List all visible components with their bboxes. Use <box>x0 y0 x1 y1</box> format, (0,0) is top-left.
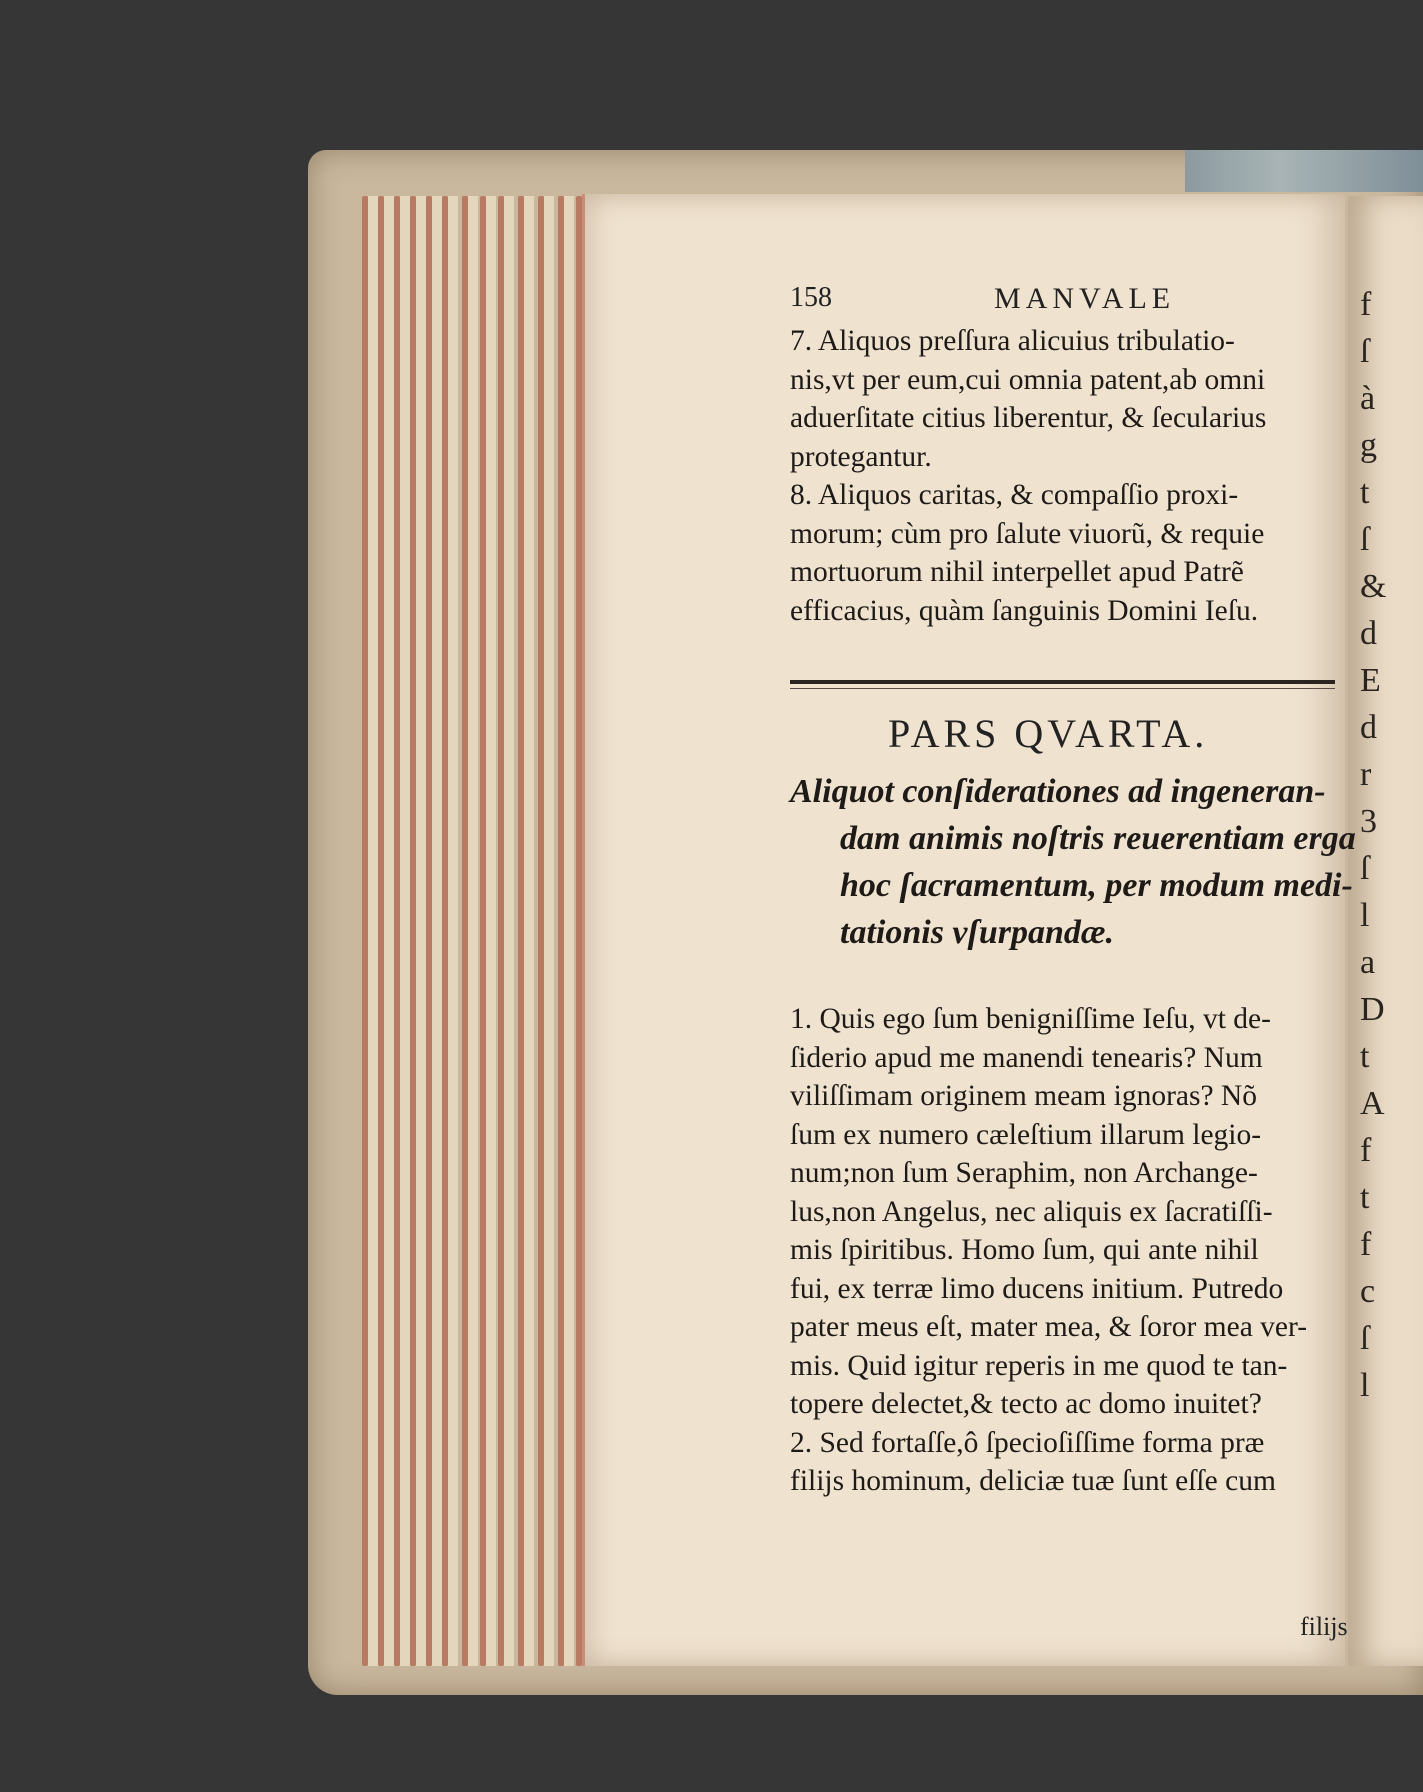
catchword: filijs <box>1300 1612 1348 1641</box>
text-line: mis ſpiritibus. Homo ſum, qui ante nihil <box>790 1234 1259 1266</box>
facing-page-letter: l <box>1360 1367 1370 1404</box>
text-line: lus,non Angelus, nec aliquis ex ſacratiſſi- <box>790 1195 1273 1228</box>
subheading-line: tationis vſurpandæ. <box>840 914 1114 951</box>
facing-page <box>1348 196 1423 1666</box>
section-rule <box>790 680 1335 684</box>
text-line: pater meus eſt, mater mea, & ſoror mea ver- <box>790 1311 1308 1343</box>
text-line: 7. Aliquos preſſura alicuius tribulatio- <box>790 325 1235 357</box>
facing-page-letter: d <box>1360 709 1377 746</box>
facing-page-letter: ſ <box>1360 1320 1370 1357</box>
text-line: ſiderio apud me manendi tenearis? Num <box>790 1041 1263 1074</box>
text-line: topere delectet,& tecto ac domo inuitet? <box>790 1388 1262 1420</box>
facing-page-letter: f <box>1360 286 1372 323</box>
facing-page-letter: r <box>1360 756 1372 793</box>
page-number: 158 <box>790 282 832 313</box>
text-line: ſum ex numero cæleſtium illarum legio- <box>790 1118 1262 1151</box>
facing-page-letter: g <box>1360 427 1377 464</box>
text-line: mis. Quid igitur reperis in me quod te tan- <box>790 1349 1288 1382</box>
text-line: 2. Sed fortaſſe,ô ſpecioſiſſime forma præ <box>790 1426 1265 1459</box>
text-line: viliſſimam originem meam ignoras? Nõ <box>790 1080 1257 1112</box>
text-line: nis,vt per eum,cui omnia patent,ab omni <box>790 363 1266 396</box>
facing-page-letter: ſ <box>1360 333 1370 370</box>
facing-page-letter: à <box>1360 380 1376 417</box>
page-edges <box>362 196 594 1666</box>
text-line: filijs hominum, deliciæ tuæ ſunt eſſe cum <box>790 1465 1276 1497</box>
facing-page-letter: l <box>1360 897 1370 934</box>
facing-page-letter: D <box>1360 991 1385 1028</box>
facing-page-letter: ſ <box>1360 521 1370 558</box>
text-line: efficacius, quàm ſanguinis Domini Ieſu. <box>790 594 1259 627</box>
text-line: fui, ex terræ limo ducens initium. Putredo <box>790 1272 1284 1305</box>
subheading-line: hoc ſacramentum, per modum medi- <box>840 867 1353 904</box>
running-head <box>790 282 1310 322</box>
text-line: 8. Aliquos caritas, & compaſſio proxi- <box>790 479 1239 511</box>
facing-page-letter: a <box>1360 944 1376 981</box>
section-rule-thin <box>790 688 1335 689</box>
text-line: 1. Quis ego ſum benigniſſime Ieſu, vt de- <box>790 1003 1271 1035</box>
facing-page-letter: t <box>1360 1038 1370 1075</box>
text-line: num;non ſum Seraphim, non Archange- <box>790 1157 1258 1189</box>
subheading-line: Aliquot conſiderationes ad ingeneran- <box>790 773 1326 810</box>
facing-page-letter: t <box>1360 474 1370 511</box>
running-title: MANVALE <box>994 282 1176 315</box>
section-subheading <box>790 768 1356 956</box>
facing-page-letter: A <box>1360 1085 1385 1122</box>
body-text-top <box>790 322 1350 630</box>
section-heading: PARS QVARTA. <box>888 711 1209 756</box>
text-line: morum; cùm pro ſalute viuorũ, & requie <box>790 517 1265 550</box>
facing-page-letter: f <box>1360 1132 1372 1169</box>
facing-page-letter: 3 <box>1360 803 1377 840</box>
facing-page-letter: ſ <box>1360 850 1370 887</box>
body-text-bottom <box>790 1000 1350 1501</box>
facing-page-letter: d <box>1360 615 1377 652</box>
facing-page-letter: t <box>1360 1179 1370 1216</box>
subheading-line: dam animis noſtris reuerentiam erga <box>840 820 1356 857</box>
facing-page-letter: c <box>1360 1273 1376 1310</box>
facing-page-letter: & <box>1360 568 1387 605</box>
facing-page-letter: f <box>1360 1226 1372 1263</box>
text-line: protegantur. <box>790 440 932 473</box>
text-line: mortuorum nihil interpellet apud Patrẽ <box>790 556 1244 588</box>
book-spine-top <box>1185 150 1423 192</box>
text-line: aduerſitate citius liberentur, & ſecularius <box>790 402 1267 434</box>
facing-page-letter: E <box>1360 662 1381 699</box>
